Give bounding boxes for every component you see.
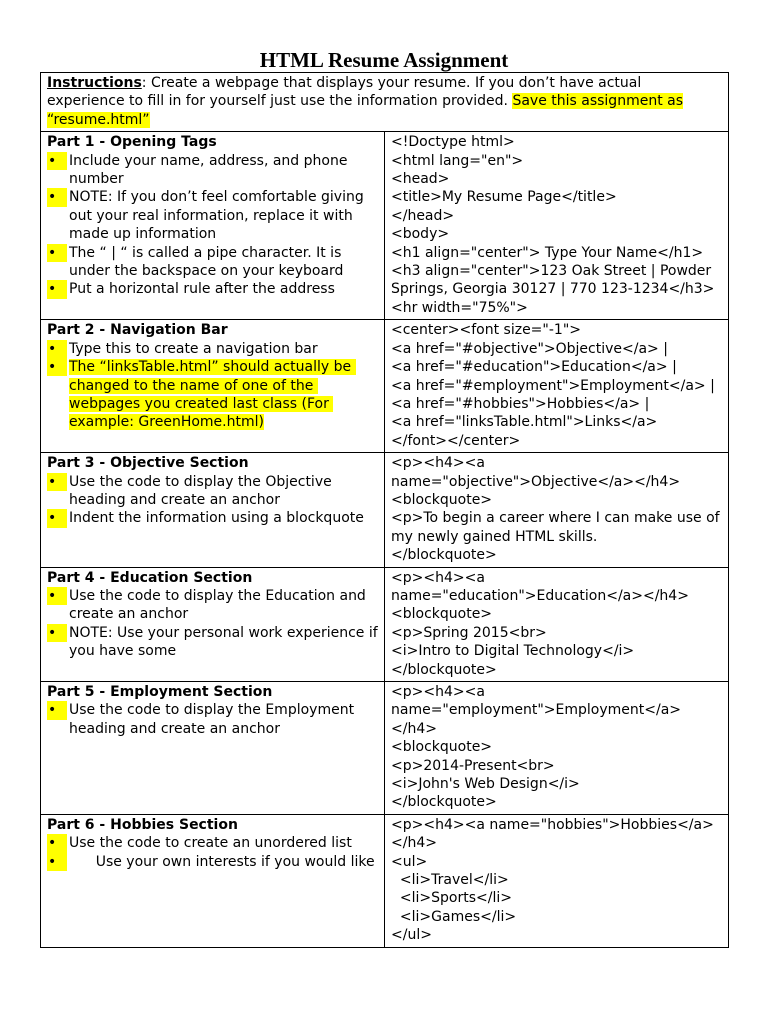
bullet-icon: •: [47, 358, 67, 376]
code-line: <!Doctype html>: [391, 134, 515, 151]
part-row: [41, 132, 729, 320]
instructions-text: : Create a webpage that displays your resume. If you don’t have actual experience to fill in for yourself just use the information provided.: [47, 75, 642, 110]
assignment-table: [40, 72, 729, 948]
code-cell: [385, 567, 729, 681]
instructions-label: Instructions: [47, 75, 142, 91]
bullet-text: NOTE: Use your personal work experience if you have some: [69, 624, 383, 660]
bullet-item: [47, 340, 378, 358]
code-line: <h3 align="center">123 Oak Street | Powder Springs, Georgia 30127 | 770 123-1234</h3>: [391, 263, 716, 298]
bullet-item: [47, 358, 378, 432]
bullet-item: [47, 624, 383, 661]
code-line: <li>Games</li>: [391, 908, 517, 925]
code-line: </ul>: [391, 927, 432, 944]
part-instructions-cell: [41, 453, 385, 567]
bullet-icon: •: [47, 834, 67, 852]
code-line: <a href="#hobbies">Hobbies</a> |: [391, 395, 650, 412]
bullet-list: [47, 834, 378, 871]
bullet-icon: •: [47, 188, 67, 206]
part-heading: Part 2 - Navigation Bar: [47, 322, 228, 339]
bullet-text: Use the code to create an unordered list: [69, 835, 352, 852]
bullet-item: [47, 473, 378, 510]
bullet-item: [47, 152, 378, 189]
bullet-icon: •: [47, 701, 67, 719]
bullet-item: [47, 834, 378, 852]
code-cell: [385, 320, 729, 453]
bullet-item: [47, 853, 378, 871]
bullet-item: [47, 509, 378, 527]
bullet-text: Use the code to display the Objective heading and create an anchor: [69, 473, 337, 508]
code-line: <p>To begin a career where I can make use of my newly gained HTML skills.: [391, 510, 725, 545]
bullet-list: [47, 473, 378, 528]
bullet-icon: •: [47, 280, 67, 298]
part-instructions-cell: [41, 132, 385, 320]
code-line: </blockquote>: [391, 547, 497, 564]
part-heading: Part 6 - Hobbies Section: [47, 816, 238, 833]
code-line: <head>: [391, 171, 450, 188]
code-line: <center><font size="-1">: [391, 322, 581, 339]
code-line: <title>My Resume Page</title>: [391, 189, 617, 206]
code-line: <i>Intro to Digital Technology</i>: [391, 643, 635, 660]
part-instructions-cell: [41, 814, 385, 947]
code-line: </blockquote>: [391, 661, 497, 678]
code-line: <p><h4><a name="hobbies">Hobbies</a></h4>: [391, 816, 714, 852]
part-heading: Part 4 - Education Section: [47, 569, 253, 586]
code-line: <a href="#education">Education</a> |: [391, 359, 677, 376]
code-cell: [385, 453, 729, 567]
code-line: <html lang="en">: [391, 152, 524, 169]
code-line: <body>: [391, 226, 450, 243]
part-instructions-cell: [41, 682, 385, 815]
code-line: <p>Spring 2015<br>: [391, 624, 547, 641]
part-heading: Part 3 - Objective Section: [47, 455, 249, 472]
instructions-highlight: Save this assignment as “resume.html”: [47, 93, 684, 128]
code-line: </blockquote>: [391, 794, 497, 811]
code-line: <blockquote>: [391, 491, 493, 508]
bullet-text: Type this to create a navigation bar: [69, 340, 318, 357]
bullet-icon: •: [47, 244, 67, 262]
code-line: <a href="linksTable.html">Links</a>: [391, 414, 658, 431]
bullet-text: NOTE: If you don’t feel comfortable giving out your real information, replace it with made up information: [69, 189, 369, 243]
bullet-text: The “linksTable.html” should actually be changed to the name of one of the webpages you created last class (For example: GreenHome.html): [69, 359, 356, 431]
code-line: <blockquote>: [391, 606, 493, 623]
bullet-text: The “ | “ is called a pipe character. It is under the backspace on your keyboard: [69, 244, 346, 280]
code-line: <blockquote>: [391, 739, 493, 756]
part-row: [41, 320, 729, 453]
code-cell: [385, 132, 729, 320]
code-line: <i>John's Web Design</i>: [391, 776, 580, 793]
code-cell: [385, 682, 729, 815]
part-row: [41, 814, 729, 947]
bullet-text: Put a horizontal rule after the address: [69, 281, 335, 298]
part-row: [41, 682, 729, 815]
code-line: <ul>: [391, 853, 428, 870]
code-line: <hr width="75%">: [391, 299, 528, 316]
bullet-list: [47, 587, 383, 661]
bullet-item: [47, 280, 378, 298]
bullet-list: [47, 701, 378, 738]
bullet-icon: •: [47, 853, 67, 871]
bullet-item: [47, 244, 378, 281]
code-line: </font></center>: [391, 432, 521, 449]
bullet-icon: •: [47, 473, 67, 491]
part-heading: Part 5 - Employment Section: [47, 684, 273, 700]
document-title: HTML Resume Assignment: [259, 48, 509, 72]
bullet-icon: •: [47, 509, 67, 527]
bullet-icon: •: [47, 152, 67, 170]
bullet-icon: •: [47, 587, 67, 605]
bullet-list: [47, 152, 378, 299]
code-line: <a href="#employment">Employment</a> |: [391, 377, 715, 394]
code-line: <p>2014-Present<br>: [391, 757, 555, 774]
bullet-item: [47, 188, 378, 243]
code-line: <p><h4><a name="education">Education</a></h4>: [391, 569, 689, 604]
bullet-item: [47, 587, 378, 624]
part-row: [41, 567, 729, 681]
bullet-text: Indent the information using a blockquote: [69, 510, 364, 527]
code-line: <li>Travel</li>: [391, 872, 509, 889]
code-line: <li>Sports</li>: [391, 890, 512, 907]
bullet-text: Use the code to display the Education and create an anchor: [69, 587, 371, 623]
part-row: [41, 453, 729, 567]
code-line: </head>: [391, 207, 455, 224]
code-line: <a href="#objective">Objective</a> |: [391, 340, 668, 357]
code-line: <h1 align="center"> Type Your Name</h1>: [391, 244, 704, 261]
instructions-cell: [41, 73, 729, 132]
code-line: <p><h4><a name="employment">Employment</a></h4>: [391, 684, 682, 737]
bullet-icon: •: [47, 624, 67, 642]
bullet-text: Use the code to display the Employment heading and create an anchor: [69, 702, 359, 737]
code-cell: [385, 814, 729, 947]
bullet-text: Use your own interests if you would like: [69, 853, 375, 870]
instructions-row: [41, 73, 729, 132]
bullet-list: [47, 340, 378, 432]
bullet-text: Include your name, address, and phone number: [69, 152, 352, 188]
bullet-item: [47, 701, 378, 738]
part-instructions-cell: [41, 567, 385, 681]
code-line: <p><h4><a name="objective">Objective</a></h4>: [391, 455, 681, 490]
bullet-icon: •: [47, 340, 67, 358]
part-instructions-cell: [41, 320, 385, 453]
part-heading: Part 1 - Opening Tags: [47, 134, 217, 151]
